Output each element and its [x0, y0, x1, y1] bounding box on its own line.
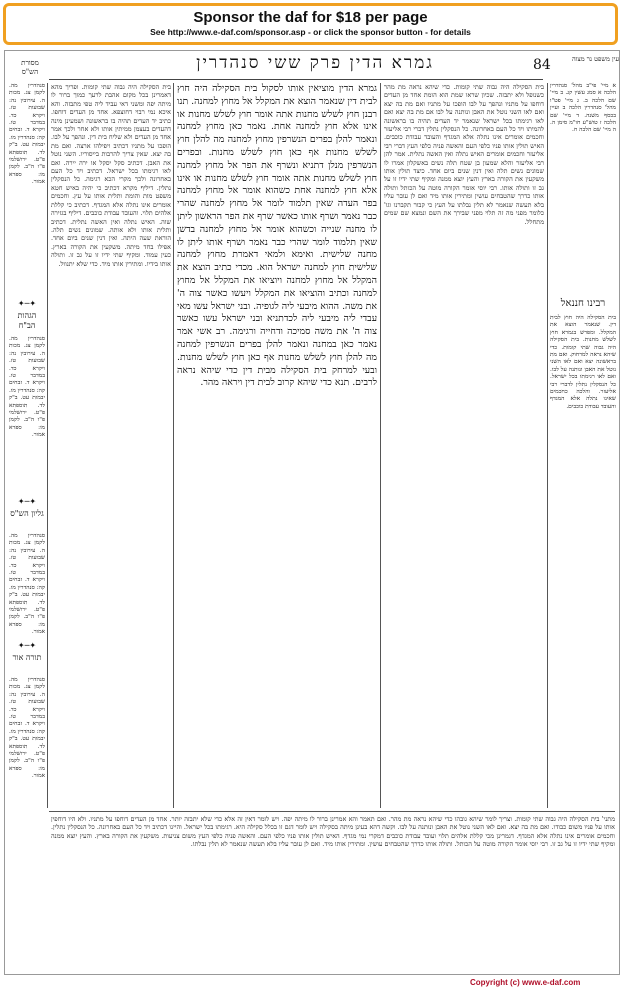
rabbeinu-label: רבינו חננאל [560, 298, 606, 309]
column-rule [547, 83, 548, 808]
sponsor-banner[interactable] [3, 3, 618, 45]
rabbeinu-column: בית הסקילה היה חוץ לבית דין. שנאמר הוצא את המקלל. ומפרש בגמרא חוץ לשלש מחנות. בית הסקילה היה גבוה שתי קומות. כדי שיהא נראה למרחוק. ואם מת בראשונה יצא ואם לאו השני נוטל את האבן ונותנה על לבו. ואם לאו רגימתו בכל ישראל. כל הנסקלין נתלין לדברי רבי אליעזר. והלכה כחכמים שאינו נתלה אלא המגדף והעובד עבודת כוכבים. [550, 315, 616, 410]
column-rule [380, 83, 381, 808]
gilyon-label: גליון הש"ס [10, 509, 44, 518]
page-header: גמרא הדין פרק ששי סנהדרין [196, 53, 434, 73]
column-rule [47, 83, 48, 808]
gilyon-column: סנהדרין מה. לקמן צג. מכות ה. עירובין נה: שבועות טז. ויקרא כד. במדבר טו. ויקרא ד. זבחים קה: סנהדרין מו. יבמות עט. ב"ק לד. תוספתא פ"ט. ירושלמי פ"ו ה"ב. לקמן מו: ספרא אמור. [9, 533, 45, 636]
hagahot-label: הגהות הב"ח [17, 311, 37, 330]
header-rule [49, 79, 543, 80]
page-number: 84 [533, 57, 551, 73]
talmud-page [4, 50, 620, 975]
torah-label: תורה אור [12, 653, 42, 662]
column-rule [173, 83, 174, 808]
bottom-notes: מתני' בית הסקילה היה גבוה שתי קומות. וצריך לומר שיהא גובהו כדי שיהא נראה מת מהר. ואם תאמר והא אמרינן ברור לו מיתה יפה. ויש לומר דאין זה אלא כדי שלא יתבזה יותר. אחד מן העדים דוחפו על מתניו. ולא היו דוחפין אותו על פניו משום כבודו. ואם מת בה יצא. ואם לאו השני נוטל את האבן ונותנה על לבו. וקשה דהא בעינן מיתה בסקילה ויש לומר דגם זו בכלל סקילה היא. רגימתו בכל ישראל. והיינו דכתיב ויד כל העם באחרונה. כל הנסקלין נתלין. וחכמים אומרים אינו נתלה אלא המגדף. דגמרינן מכי קללת אלהים תלוי ועובד עבודת כוכבים דמקרי נמי מגדף. האיש תולין אותו פניו כלפי העם. והאשה פניה כלפי העץ משום צניעות. משקעין את הקורה בארץ. והעץ יוצא ממנה ומקיף שתי ידיו זו על גב זו. רבי יוסי אומר הקורה מוטה על הכותל. ותולה אותו כדרך שהטבחים עושין. ומתירין אותו מיד. ואם לן עובר עליו בלא תעשה שנאמר לא תלין נבלתו. [51, 815, 615, 849]
margin-left-column: סנהדרין מה. לקמן צג. מכות ה. עירובין נה: שבועות טז. ויקרא כד. במדבר טו. ויקרא ד. זבחים קה: סנהדרין מו. יבמות עט. ב"ק לד. תוספתא פ"ט. ירושלמי פ"ו ה"ב. לקמן מו: ספרא אמור. [9, 83, 45, 186]
torah-column: סנהדרין מה. לקמן צג. מכות ה. עירובין נה: שבועות טז. ויקרא כד. במדבר טו. ויקרא ד. זבחים קה: סנהדרין מו. יבמות עט. ב"ק לד. תוספתא פ"ט. ירושלמי פ"ו ה"ב. לקמן מו: ספרא אמור. [9, 677, 45, 780]
bottom-rule [49, 811, 615, 812]
ein-mishpat-column: א מיי' פי"ב מהל' סנהדרין הלכה א סמג עשין קג. ב מיי' שם הלכה ב. ג מיי' פט"ו מהל' סנהדרין הלכה ב ועיין בכסף משנה. ד מיי' שם הלכה ז טוש"ע חו"מ סימן ה. ה מיי' שם הלכה ח. [550, 83, 616, 134]
sponsor-banner-title[interactable]: Sponsor the daf for $18 per page [193, 9, 428, 26]
margin-right-header: עין משפט נר מצוה [572, 55, 619, 63]
ornament-divider: ✦─✦ [17, 497, 37, 506]
copyright-notice[interactable]: Copyright (c) www.e-daf.com [470, 978, 581, 987]
tosafot-column: בית הסקילה היה גבוה שתי קומות. ופריך מהא דאמרינן בכל מקום אהבת לרעך כמוך ברור לו מיתה יפה ומשני דאי עביד ליה טפי מתבזה. והא איכא נמי רבוי דחוצפא. אחד מן העדים דוחפו. כתיב יד העדים תהיה בו בראשונה ושמעינן מינה דהעדים בעצמן ממיתין אותו ולא אחר ולכך אמר אחד מן העדים ולא שליח בית דין. ונהפך על לבו. הופכו על מתניו דכתיב ויפילהו ארצה. ואם מת בה יצא. שאין צריך להרבות בייסוריו. השני נוטל את האבן. דכתיב סקל יסקל או ירה יירה. ואם לאו רגימתו בכל ישראל. דכתיב ויד כל העם באחרונה ולכך מקרי הכא רגימה. כל הנסקלין נתלין. דיליף מקרא דכתיב כי יהיה באיש חטא משפט מות והומת ותלית אותו על עץ. וחכמים אומרים אינו נתלה אלא המגדף. דכתיב כי קללת אלהים תלוי. והעובד עבודת כוכבים. דיליף בגזירה שוה. האיש נתלה ואין האשה נתלית. דכתיב ותלית אותו ולא אותה. שמונים נשים תלה. הוראת שעה היתה. ואין דנין שנים ביום אחד. אפילו בחד מיתה. משקעין את הקורה בארץ. כעין עמוד. ומקיף שתי ידיו זו על גב זו. ותולה אותו בידיו. ומתירין אותו מיד. כדי שלא יתנוול. [51, 83, 171, 268]
ornament-divider: ✦─✦ [17, 299, 37, 308]
gemara-column: גמרא הדין מוציאין אותו לסקול בית הסקילה היה חוץ לבית דין שנאמר הוצא את המקלל אל מחוץ למחנה. תנו רבנן חוץ לשלש מחנות אתה אומר חוץ לשלש מחנות או אינו אלא חוץ למחנה אחת. נאמר כאן מחוץ למחנה ונאמר להלן בפרים הנשרפין מחוץ למחנה מה להלן חוץ לשלש מחנות אף כאן חוץ לשלש מחנות. ובפרים הנשרפין מנלן דתניא ונשרף את הפר אל מחוץ למחנה חוץ לשלש מחנות אתה אומר חוץ לשלש מחנות או אינו אלא חוץ למחנה אחת כשהוא אומר אל מחוץ למחנה בפר העדה שאין תלמוד לומר אל מחוץ למחנה שהרי כבר נאמר ושרף אותו כאשר שרף את הפר הראשון ליתן לו מחנה שנייה וכשהוא אומר אל מחוץ למחנה בדשן שאין תלמוד לומר שהרי כבר נאמר ושרף אותו ליתן לו מחנה שלישית. ואימא ולמאי דאמרת מחוץ למחנה שלישית חוץ למחנה ישראל הוא. מכדי כתיב הוצא את המקלל אל מחוץ למחנה ויוציאו את המקלל אל מחוץ למחנה וכתיב והוציאו את המקלל ויעשו כאשר צוה ה' את משה. ההוא מיבעי ליה לגופיה. ובני ישראל עשו מאי עבדי ליה מיבעי ליה לכדתניא ובני ישראל עשו כאשר צוה ה' את משה סמיכה ודחייה ורגימה. רב אשי אמר נאמר כאן במחנה ונאמר להלן בפרים הנשרפין למחנה מה להלן חוץ לשלש מחנות אף כאן חוץ לשלש מחנות. ובעי למרחק בית הסקילה מבית דין כדי שיהא נראה לרבים. תנא כדי שיהא קרוב לבית דין ויראה מהר. [177, 83, 377, 389]
hagahot-column: סנהדרין מה. לקמן צג. מכות ה. עירובין נה: שבועות טז. ויקרא כד. במדבר טו. ויקרא ד. זבחים קה: סנהדרין מו. יבמות עט. ב"ק לד. תוספתא פ"ט. ירושלמי פ"ו ה"ב. לקמן מו: ספרא אמור. [9, 336, 45, 439]
ornament-divider: ✦─✦ [17, 641, 37, 650]
margin-left-header: מסורת הש"ס [21, 59, 39, 76]
sponsor-banner-subtitle[interactable]: See http://www.e-daf.com/sponsor.asp - or click the sponsor button - for details [150, 27, 471, 37]
rashi-column: בית הסקילה היה גבוה שתי קומות. כדי שיהא נראה מת מהר כשנופל ולא יתבזה. שכיון שראו שמת הוא הומת אחד מן העדים דוחפו על מתניו ונהפך על לבו הופכו על מתניו ואם מת בה יצא ואם לאו השני נוטל את האבן ונותנה על לבו אם מת בה יצא ואם לאו רגימתו בכל ישראל שנאמר יד העדים תהיה בו בראשונה להמיתו ויד כל העם באחרונה. כל הנסקלין נתלין דברי רבי אליעזר וחכמים אומרים אינו נתלה אלא המגדף והעובד עבודת כוכבים. האיש תולין אותו פניו כלפי העם והאשה פניה כלפי העץ דברי רבי אליעזר וחכמים אומרים האיש נתלה ואין האשה נתלית. אמר להן רבי אליעזר והלא שמעון בן שטח תלה נשים באשקלון אמרו לו שמונים נשים תלה ואין דנין שנים ביום אחד. כיצד תולין אותו משקעין את הקורה בארץ והעץ יוצא ממנה ומקיף שתי ידיו זו על גב זו ותולה אותו. רבי יוסי אומר הקורה מוטה על הכותל ותולה אותו כדרך שהטבחים עושין ומתירין אותו מיד ואם לן עובר עליו בלא תעשה שנאמר לא תלין נבלתו על העץ כי קבור תקברנו וגו' כלומר מפני מה זה תלוי מפני שבירך את השם ונמצא שם שמים מתחלל. [384, 83, 544, 226]
